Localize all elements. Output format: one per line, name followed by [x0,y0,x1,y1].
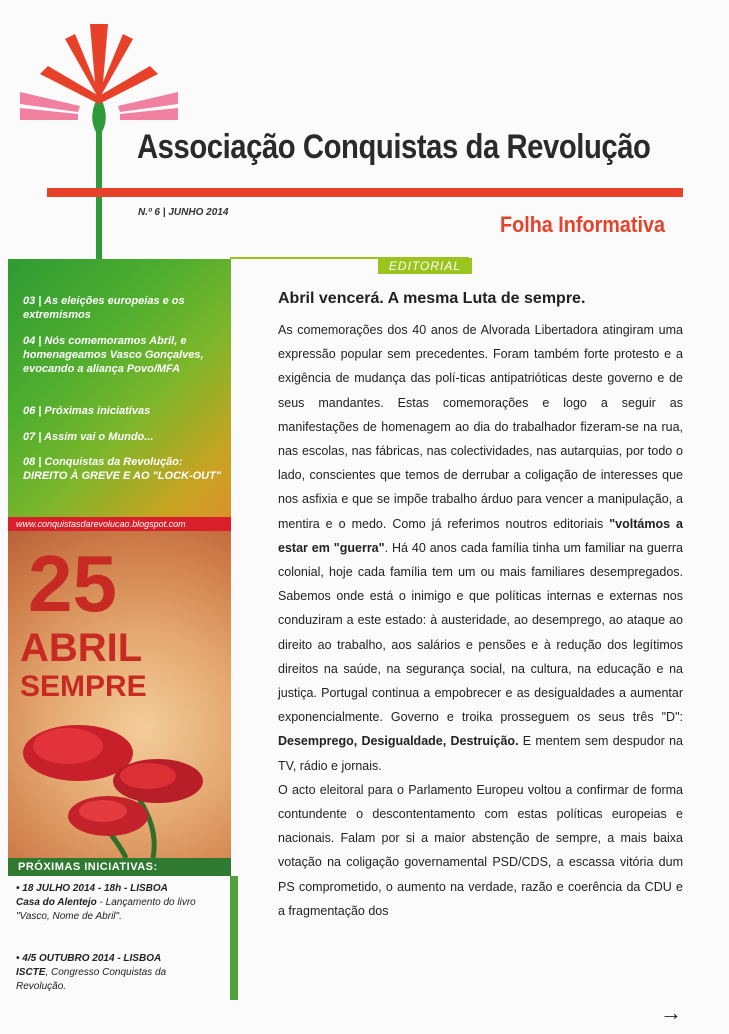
header-divider [47,188,683,197]
toc-item[interactable]: 06 | Próximas iniciativas [23,405,151,417]
toc-item[interactable]: 03 | As eleições europeias e os extremismos [23,295,185,321]
event-description: , Congresso Conquistas da Revolução. [16,967,167,992]
event-description: - Lançamento do livro "Vasco, Nome de Abril". [16,897,196,922]
column-accent-bar [230,876,238,1000]
newsletter-subtitle: Folha Informativa [500,212,666,237]
upcoming-event [16,882,216,924]
article-body [278,318,683,923]
poster-line1: ABRIL [20,626,143,670]
next-page-arrow-icon[interactable]: → [660,1000,682,1025]
event-place: Casa do Alentejo [16,897,97,908]
toc-item[interactable]: 04 | Nós comemoramos Abril, e homenageamos Vasco Gonçalves, evocando a aliança Povo/MFA [23,335,204,375]
article-text: . Há 40 anos cada família tinha um familiar na guerra colonial, hoje cada família tem um ou mais familiares desempregados. Sabemos onde está o inimigo e que políticas internas e externas nos conduziram a este estado: à austeridade, ao desemprego, ao ataque ao direito ao trabalho, aos salários e pensões e à redução dos legítimos direitos na saúde, na segurança social, na cultura, na educação e na justiça. Portugal continua a empobrecer e as desigualdades a aumentar exponencialmente. Governo e troika prosseguem os seus três "D": [278,540,683,725]
poster-line2: SEMPRE [20,670,147,703]
article-text: As comemorações dos 40 anos de Alvorada Libertadora atingiram uma expressão popular sem precedentes. Foram também forte protesto e a exigência de mudança das polí-ticas antipatrióticas deste governo e de seus mandantes. Estas comemorações e logo a seguir as manifestações de homenagem ao dia do trabalhador fizeram-se na rua, nas escolas, nas fábricas, nas colectividades, nas autarquias, por todo o lado, conscientes que temos de derrubar a coligação de interesses que nos asfixia e que se impõe trabalho árduo para vencer a manipulação, a mentira e o medo. Como já referimos noutros editoriais [278,323,683,531]
event-date: • 18 JULHO 2014 - 18h - LISBOA [16,883,168,894]
event-date: • 4/5 OUTUBRO 2014 - LISBOA [16,953,162,964]
upcoming-event [16,952,216,994]
article-paragraph [278,318,683,778]
article-text: E mentem sem despudor na TV, rádio e jornais. [278,734,683,773]
poster-number: 25 [28,539,117,628]
article-paragraph: O acto eleitoral para o Parlamento Europeu voltou a confirmar de forma contundente o descontentamento com estas políticas europeias e nacionais. Falam por si a maior abstenção de sempre, a mais baixa votação na coligação governamental PSD/CDS, a escassa vitória dum PS comprometido, o aumento na verdade, razão e coerência da CDU e a fragmentação dos [278,782,683,918]
upcoming-heading: PRÓXIMAS INICIATIVAS: [8,858,231,876]
poster-25-abril [8,531,231,858]
article-emphasis: Desemprego, Desigualdade, Destruição. [278,734,519,749]
poster-art [8,531,231,858]
editorial-label: EDITORIAL [378,258,472,274]
issue-number: N.º 6 | JUNHO 2014 [138,207,229,218]
organization-title: Associação Conquistas da Revolução [137,128,651,166]
table-of-contents [8,259,231,519]
carnation-flowers [23,725,203,858]
event-place: ISCTE [16,967,46,978]
toc-item[interactable]: 07 | Assim vai o Mundo... [23,431,154,443]
article-emphasis: "voltámos a estar em "guerra" [278,516,683,555]
blog-link[interactable]: www.conquistasdarevolucao.blogspot.com [8,517,231,531]
article-title: Abril vencerá. A mesma Luta de sempre. [278,290,586,307]
toc-item[interactable]: 08 | Conquistas da Revolução: DIREITO À GREVE E AO "LOCK-OUT" [23,456,222,482]
